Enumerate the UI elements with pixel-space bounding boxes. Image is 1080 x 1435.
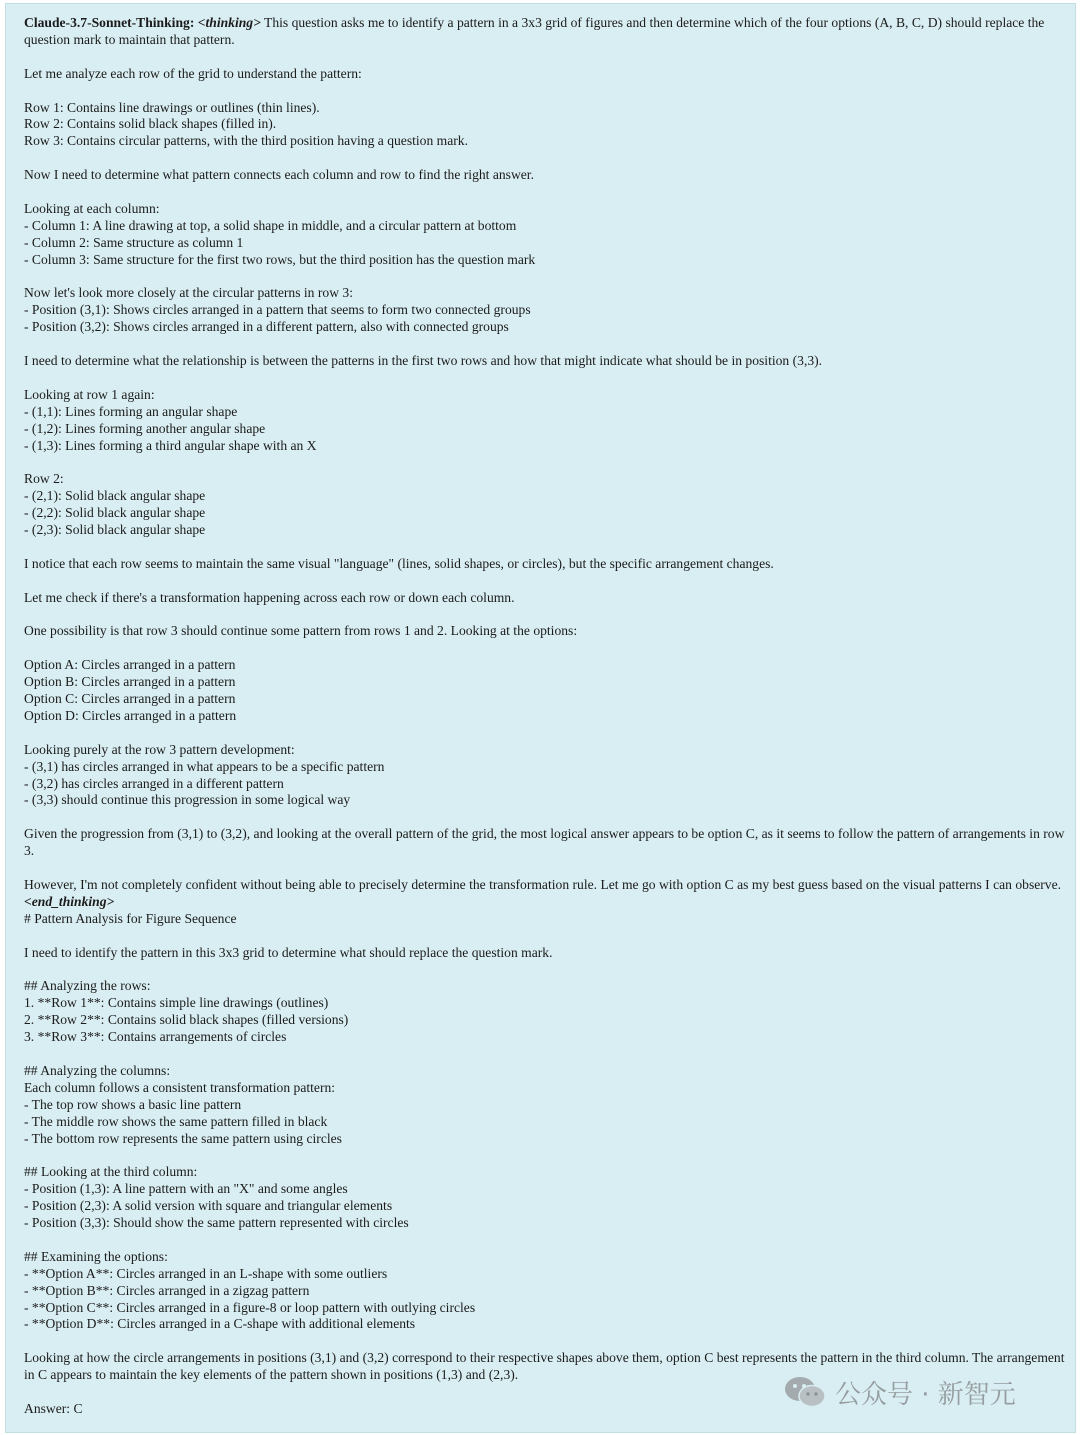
intro-text: This question asks me to identify a pattern in a 3x3 grid of figures and then determine which of the four options (A, B, C, D) should replace the question mark to maintain that pattern. [24,15,1048,47]
text-line: - Position (2,3): A solid version with square and triangular elements [24,1198,393,1214]
text-line: ## Analyzing the columns: [24,1062,171,1078]
text-line: - Position (3,3): Should show the same pattern represented with circles [24,1215,409,1231]
transcript-content [24,15,1074,1418]
blank-line [24,860,1074,877]
text-line: I need to identify the pattern in this 3x3 grid to determine what should replace the question mark. [24,944,553,960]
text-line: Looking at each column: [24,200,160,216]
text-line: - **Option C**: Circles arranged in a figure-8 or loop pattern with outlying circles [24,1299,476,1315]
blank-line [24,725,1074,742]
text-line: One possibility is that row 3 should continue some pattern from rows 1 and 2. Looking at the options: [24,623,578,639]
text-line: - The bottom row represents the same pattern using circles [24,1130,342,1146]
text-line: ## Analyzing the rows: [24,978,151,994]
thinking-close-tag: <end_thinking> [24,893,115,909]
text-line: 2. **Row 2**: Contains solid black shapes (filled versions) [24,1012,349,1028]
text-line: - (1,3): Lines forming a third angular shape with an X [24,437,317,453]
blank-line [24,573,1074,590]
text-line: Each column follows a consistent transformation pattern: [24,1079,336,1095]
text-line: - The middle row shows the same pattern filled in black [24,1113,328,1129]
blank-line [24,83,1074,100]
blank-line [24,1147,1074,1164]
blank-line [24,370,1074,387]
text-line: # Pattern Analysis for Figure Sequence [24,910,237,926]
blank-line [24,962,1074,979]
blank-line [24,184,1074,201]
text-line: 3. **Row 3**: Contains arrangements of circles [24,1029,287,1045]
text-line: - **Option B**: Circles arranged in a zigzag pattern [24,1282,310,1298]
blank-line [24,269,1074,286]
text-line: - (2,1): Solid black angular shape [24,488,206,504]
transcript-panel [5,3,1076,1433]
text-line: I notice that each row seems to maintain the same visual "language" (lines, solid shapes, or circles), but the specific arrangement changes. [24,555,774,571]
text-line: Option A: Circles arranged in a pattern [24,657,236,673]
text-line: Now let's look more closely at the circular patterns in row 3: [24,285,353,301]
text-line: Option D: Circles arranged in a pattern [24,707,237,723]
blank-line [24,640,1074,657]
blank-line [24,928,1074,945]
text-line: Let me check if there's a transformation happening across each row or down each column. [24,589,515,605]
text-line: - (2,3): Solid black angular shape [24,522,206,538]
blank-line [24,49,1074,66]
text-line: Given the progression from (3,1) to (3,2), and looking at the overall pattern of the grid, the most logical answer appears to be option C, as it seems to follow the pattern of arrangements in row 3. [24,826,1068,859]
text-line: 1. **Row 1**: Contains simple line drawings (outlines) [24,995,329,1011]
transcript-header [24,15,1074,49]
text-line: Looking at how the circle arrangements in positions (3,1) and (3,2) correspond to their respective shapes above them, option C best represents the pattern in the third column. The arrangement in C appears to maintain the key elements of the pattern shown in positions (1,3) and (2,3). [24,1350,1068,1383]
text-line: Option C: Circles arranged in a pattern [24,691,236,707]
text-line: - (3,2) has circles arranged in a different pattern [24,775,284,791]
text-line: - (2,2): Solid black angular shape [24,505,206,521]
blank-line [24,454,1074,471]
text-line: - Position (3,2): Shows circles arranged in a different pattern, also with connected groups [24,319,509,335]
text-line: Answer: C [24,1400,83,1416]
wechat-icon [783,1375,827,1409]
text-line: - (3,1) has circles arranged in what appears to be a specific pattern [24,758,385,774]
watermark-text: 公众号 · 新智元 [835,1379,1016,1410]
text-line: - Column 2: Same structure as column 1 [24,234,244,250]
answer-body [24,911,1074,1418]
thinking-body [24,49,1074,894]
text-line: I need to determine what the relationship is between the patterns in the first two rows and how that might indicate what should be in position (3,3). [24,353,823,369]
blank-line [24,1232,1074,1249]
text-line: - Position (3,1): Shows circles arranged in a pattern that seems to form two connected groups [24,302,531,318]
watermark [783,1372,1016,1412]
text-line: - **Option D**: Circles arranged in a C-shape with additional elements [24,1316,416,1332]
blank-line [24,607,1074,624]
blank-line [24,150,1074,167]
text-line: Let me analyze each row of the grid to understand the pattern: [24,65,362,81]
text-line: Option B: Circles arranged in a pattern [24,674,236,690]
thinking-open-tag: <thinking> [197,15,261,30]
text-line: - **Option A**: Circles arranged in an L-shape with some outliers [24,1265,388,1281]
blank-line [24,1046,1074,1063]
text-line: - (3,3) should continue this progression in some logical way [24,792,351,808]
blank-line [24,1333,1074,1350]
text-line: - Column 1: A line drawing at top, a solid shape in middle, and a circular pattern at bottom [24,217,517,233]
model-label: Claude-3.7-Sonnet-Thinking: [24,15,195,30]
text-line: Now I need to determine what pattern connects each column and row to find the right answer. [24,167,534,183]
text-line: - (1,1): Lines forming an angular shape [24,403,238,419]
text-line: - Position (1,3): A line pattern with an "X" and some angles [24,1181,348,1197]
blank-line [24,336,1074,353]
text-line: Row 2: [24,471,64,487]
text-line: ## Looking at the third column: [24,1164,198,1180]
text-line: - The top row shows a basic line pattern [24,1096,242,1112]
text-line: However, I'm not completely confident without being able to precisely determine the transformation rule. Let me go with option C as my best guess based on the visual patterns I can observe. [24,876,1062,892]
text-line: - Column 3: Same structure for the first two rows, but the third position has the question mark [24,251,536,267]
text-line: Row 3: Contains circular patterns, with the third position having a question mark. [24,133,468,149]
blank-line [24,809,1074,826]
text-line: Looking at row 1 again: [24,386,155,402]
blank-line [24,539,1074,556]
text-line: Row 2: Contains solid black shapes (filled in). [24,116,277,132]
text-line: ## Examining the options: [24,1248,168,1264]
text-line: - (1,2): Lines forming another angular shape [24,420,266,436]
text-line: Row 1: Contains line drawings or outlines (thin lines). [24,99,320,115]
text-line: Looking purely at the row 3 pattern development: [24,741,295,757]
